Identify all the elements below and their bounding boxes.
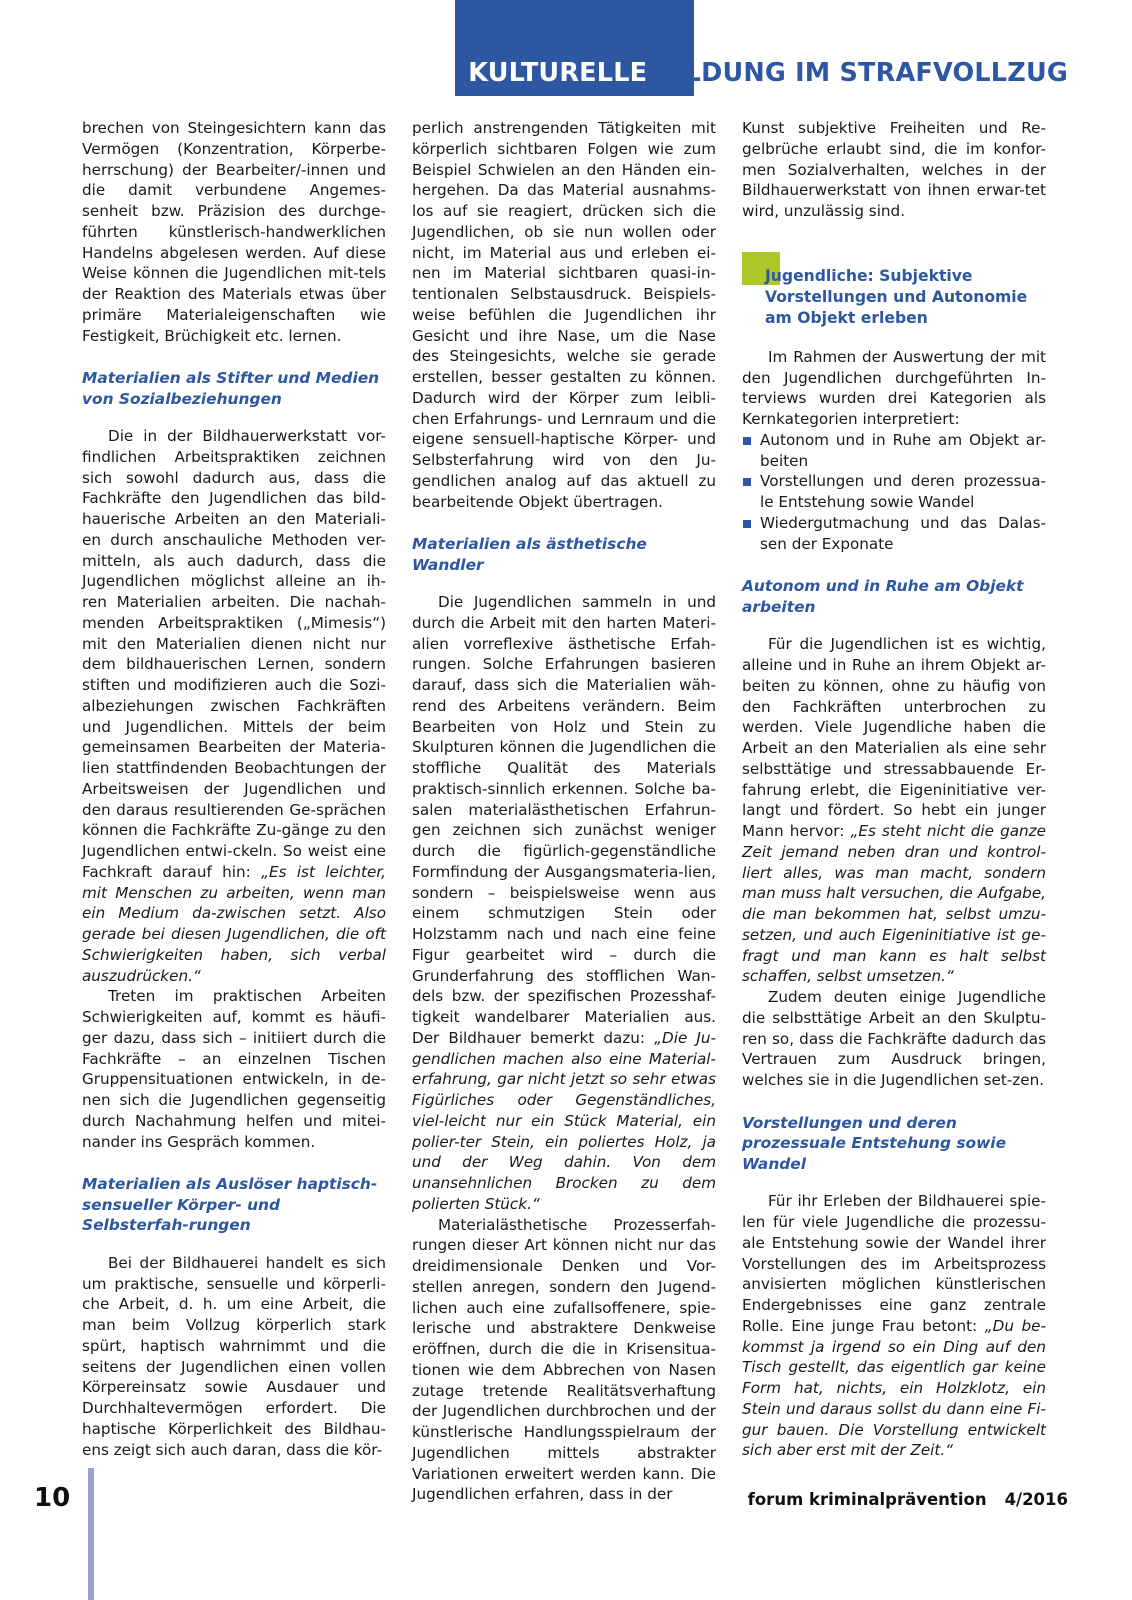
column-2	[412, 118, 716, 1505]
page-title	[0, 0, 1068, 96]
quote-text: „Es ist leichter, mit Menschen zu arbeiten, wenn man ein Medium da-zwischen setzt. Also gerade bei diesen Jugendlichen, die oft Schwierigkeiten haben, sich verbal auszudrücken.“	[82, 862, 387, 985]
list-item-label: Vorstellungen und deren prozessua-le Entstehung sowie Wandel	[760, 472, 1046, 512]
paragraph	[82, 426, 386, 986]
publication-name: forum kriminalprävention	[747, 1490, 987, 1509]
paragraph	[742, 1191, 1046, 1461]
article-columns	[0, 118, 1132, 1505]
square-bullet-icon	[743, 478, 751, 486]
paragraph-text: Die Jugendlichen sammeln in und durch die Arbeit mit den harten Materi-alien vorreflexive ästhetische Erfah-rungen. Solche Erfahrungen basieren darauf, dass sich die Materialien wäh-rend des Arbeitens verändern. Beim Bearbeiten von Holz und Stein zu Skulpturen können die Jugendlichen die stoffliche Qualität des Materials praktisch-sinnlich erkennen. Solche ba-salen materialästhetischen Erfahrun-gen zeichnen sich zunächst weniger durch die figürlich-gegenständliche Formfindung der Ausgangsmateria-lien, sondern – beispielsweise wenn aus einem schmutzigen Stein oder Holzstamm nach und nach eine feine Figur gearbeitet wird – durch die Grunderfahrung des stofflichen Wan-dels bzw. der spezifischen Prozesshaf-tigkeit wandelbarer Materialien aus. Der Bildhauer bemerkt dazu:	[412, 593, 716, 1047]
issue-number: 4/2016	[1004, 1490, 1068, 1509]
footer-vertical-rule	[88, 1468, 94, 1600]
paragraph: Treten im praktischen Arbeiten Schwierigkeiten auf, kommt es häufi-ger dazu, dass sich – initiiert durch die Fachkräfte – an einzelnen Tischen Gruppensituationen entwickeln, in de-nen sich die Jugendlichen gegenseitig durch Nachahmung helfen und mitei-nander ins Gespräch kommen.	[82, 987, 386, 1151]
paragraph: Materialästhetische Prozesserfah-rungen dieser Art können nicht nur das dreidimensionale Denken und Vor-stellen anregen, sondern den Jugend-lichen auch eine zufallsoffenere, spie-lerische und abstraktere Denkweise eröffnen, durch die die in Krisensitua-tionen wie dem Abbrechen von Nasen zutage tretende Realitätsverhaftung der Jugendlichen durchbrochen und der künstlerische Handlungsspielraum der Jugendlichen mittels abstrakter Variationen erweitert werden kann. Die Jugendlichen erfahren, dass in der	[412, 1215, 716, 1504]
paragraph: Im Rahmen der Auswertung der mit den Jugendlichen durchgeführten In-terviews wurden drei Kategorien als Kernkategorien interpretiert:	[742, 347, 1046, 429]
paragraph-text: Die in der Bildhauerwerkstatt vor-findlichen Arbeitspraktiken zeichnen sich sowohl dadurch aus, dass die Fachkräfte den Jugendlichen das bild-hauerische Arbeiten an den Materiali-en durch anschauliche Methoden ver-mitteln, als auch dadurch, dass die Jugendlichen möglichst alleine an ih-ren Materialien arbeiten. Die nachah-menden Arbeitspraktiken („Mimesis“) mit den Materialien dienen nicht nur dem bildhauerischen Lernen, sondern stiften und modifizieren auch die Sozi-albeziehungen zwischen Fachkräften und Jugendlichen. Mittels der beim gemeinsamen Bearbeiten der Materia-lien stattfindenden Beobachtungen der Arbeitsweisen der Jugendlichen und den daraus resultierenden Ge-sprächen können die Fachkräfte Zu-gänge zu den Jugendlichen entwi-ckeln. So weist eine Fachkraft darauf hin:	[82, 427, 386, 881]
page-title-rest: BILDUNG IM STRAFVOLLZUG	[655, 57, 1068, 88]
footer-publication-info	[748, 1490, 1068, 1509]
paragraph-continued: brechen von Steingesichtern kann das Vermögen (Konzentration, Körperbe-herrschung) der Bearbeiter/-innen und die damit verbundene Angemes-senheit bzw. Präzision des durchge-führten künstlerisch-handwerklichen Handelns abgelesen werden. Auf diese Weise können die Jugendlichen mit-tels der Reaktion des Materials etwas über primäre Materialeigenschaften wie Festigkeit, Brüchigkeit etc. lernen.	[82, 119, 386, 345]
section-heading-aesthetische-wandler: Materialien als ästhetische Wandler	[412, 535, 647, 574]
paragraph-text: Für die Jugendlichen ist es wichtig, alleine und in Ruhe an ihrem Objekt ar-beiten zu können, ohne zu häufig von den Fachkräften unterbrochen zu werden. Viele Jugendliche haben die Arbeit an den Materialien als eine sehr selbsttätige und stressabbauende Er-fahrung erlebt, die Eigeninitiative ver-langt und fördert. So hebt ein junger Mann hervor:	[742, 635, 1046, 841]
page-header	[0, 0, 1132, 96]
paragraph-text: Für ihr Erleben der Bildhauerei spie-len für viele Jugendliche die prozessu-ale Entstehung sowie der Wandel ihrer Vorstellungen des im Arbeitsprozess anvisierten möglichen künstlerischen Endergebnisses eine ganz zentrale Rolle. Eine junge Frau betont:	[742, 1192, 1046, 1335]
paragraph-continued: Kunst subjektive Freiheiten und Re-gelbrüche erlaubt sind, die im konfor-men Sozialverhalten, welches in der Bildhauerwerkstatt von ihnen erwar-tet wird, unzulässig sind.	[742, 119, 1046, 220]
paragraph	[412, 592, 716, 1215]
paragraph: Bei der Bildhauerei handelt es sich um praktische, sensuelle und körperli-che Arbeit, d. h. um eine Arbeit, die man beim Vollzug körperlich stark spürt, haptisch wahrnimmt und die seitens der Jugendlichen einen vollen Körpereinsatz sowie Ausdauer und Durchhaltevermögen erfordert. Die haptische Körperlichkeit des Bildhau-ens zeigt sich auch daran, dass die kör-	[82, 1253, 386, 1459]
list-item-label: Autonom und in Ruhe am Objekt ar-beiten	[760, 430, 1046, 470]
paragraph: Zudem deuten einige Jugendliche die selbsttätige Arbeit an den Skulptu-ren so, dass die Fachkräfte dadurch das Vertrauen zum Ausdruck bringen, welches sie in die Jugendlichen set-zen.	[742, 988, 1046, 1090]
page-footer	[0, 1450, 1132, 1600]
category-list	[742, 430, 1046, 555]
major-section-heading: Jugendliche: Subjektive Vorstellungen und Autonomie am Objekt erleben	[765, 266, 1028, 327]
page-title-highlight: KULTURELLE	[468, 57, 648, 88]
list-item	[742, 430, 1046, 472]
square-bullet-icon	[743, 437, 751, 445]
section-heading-materialien-stifter: Materialien als Stifter und Medien von Sozialbeziehungen	[82, 369, 380, 408]
column-3	[742, 118, 1046, 1505]
square-bullet-icon	[743, 520, 751, 528]
list-item	[742, 513, 1046, 555]
section-heading-vorstellungen-wandel: Vorstellungen und deren prozessuale Entstehung sowie Wandel	[742, 1113, 1007, 1173]
paragraph	[742, 634, 1046, 987]
section-heading-autonom-ruhe: Autonom und in Ruhe am Objekt arbeiten	[742, 577, 1024, 616]
section-heading-materialien-ausloeser: Materialien als Auslöser haptisch-sensueller Körper- und Selbsterfah-rungen	[82, 1175, 378, 1235]
list-item-label: Wiedergutmachung und das Dalas-sen der Exponate	[760, 513, 1046, 553]
paragraph-continued: perlich anstrengenden Tätigkeiten mit körperlich sichtbaren Folgen wie zum Beispiel Schwielen an den Händen ein-hergehen. Da das Material ausnahms-los auf sie reagiert, drücken sich die Jugendlichen, ob sie nun wollen oder nicht, im Material aus und erleben ei-nen im Material sichtbaren quasi-in-tentionalen Selbstausdruck. Beispiels-weise befühlen die Jugendlichen ihr Gesicht und ihre Nase, um die Nase des Steingesichts, welche sie gerade erstellen, besser gestalten zu können. Dadurch wird der Körper zum leibli-chen Erfahrungs- und Lernraum und die eigene sensuell-haptische Körper- und Selbsterfahrung wird von den Ju-gendlichen analog auf das aktuell zu bearbeitende Objekt übertragen.	[412, 119, 716, 511]
column-1	[82, 118, 386, 1505]
major-heading-block	[742, 252, 1046, 329]
page-number: 10	[34, 1483, 71, 1513]
list-item	[742, 471, 1046, 513]
quote-text: „Es steht nicht die ganze Zeit jemand neben dran und kontrol-liert alles, was man macht, sondern man muss halt versuchen, die Aufgabe, die man bekommen hat, selbst umzu-setzen, und auch Eigeninitiative ist ge-fragt und man kann es halt selbst schaffen, selbst umsetzen.“	[742, 822, 1046, 986]
quote-text: „Die Ju-gendlichen machen also eine Material-erfahrung, gar nicht jetzt so sehr etwas Figürliches oder Gegenständliches, viel-leicht nur ein Stück Material, ein polier-ter Stein, ein poliertes Holz, ja und der Weg dahin. Von dem unansehnlichen Brocken zu dem polierten Stück.“	[412, 1028, 716, 1213]
quote-text: „Du be-kommst ja irgend so ein Ding auf den Tisch gestellt, das eigentlich gar keine Form hat, nichts, ein Holzklotz, ein Stein und daraus sollst du dann eine Fi-gur bauen. Die Vorstellung entwickelt sich aber erst mit der Zeit.“	[742, 1316, 1047, 1460]
